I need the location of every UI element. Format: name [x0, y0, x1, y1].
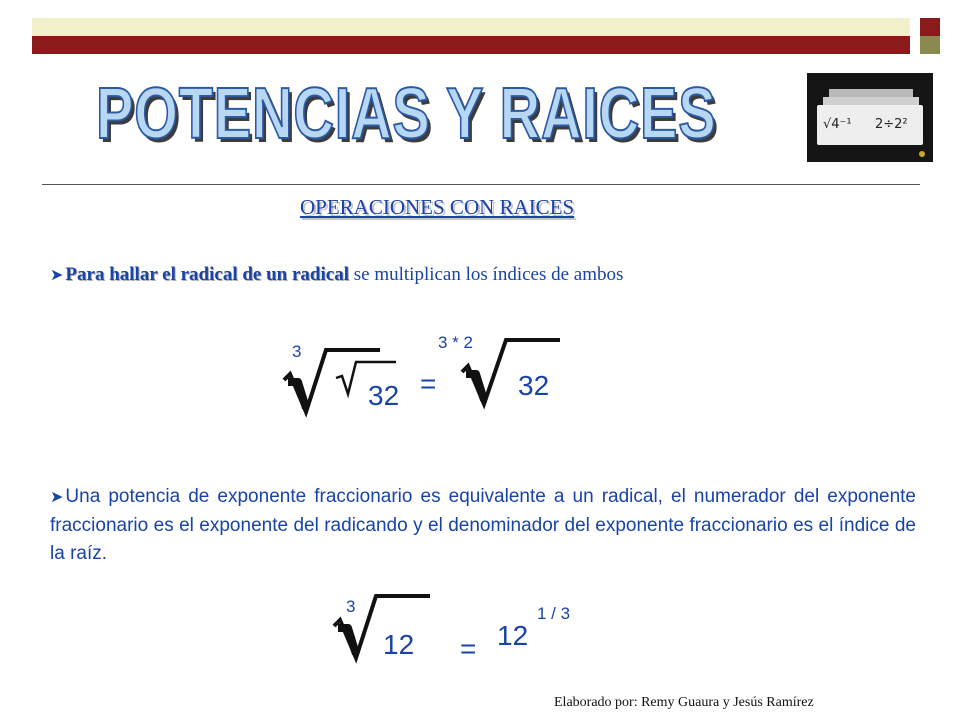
arrow-bullet-icon: ➤ — [50, 267, 64, 284]
thumbnail-expression-right: 2÷2² — [875, 117, 908, 132]
rule-one-rest: se multiplican los índices de ambos — [349, 264, 624, 285]
corner-block-red — [920, 18, 940, 36]
formula1-radicand-left: 32 — [368, 380, 400, 411]
formula1-equals: = — [420, 368, 437, 399]
formula2-index: 3 — [346, 597, 356, 616]
header-thumbnail-image — [807, 73, 933, 162]
author-credit: Elaborado por: Remy Guaura y Jesús Ramírez — [554, 695, 814, 710]
formula2-base: 12 — [497, 620, 529, 651]
formula2-exponent: 1 / 3 — [537, 604, 571, 623]
rule-one — [50, 264, 623, 286]
slide-title: POTENCIAS Y RAICES — [96, 74, 717, 154]
rule-two-text: Una potencia de exponente fraccionario es equivalente a un radical, el numerador del exponente fraccionario es el exponente del radicando y el denominador del exponente fraccionario es el índice de la raíz. — [50, 486, 916, 564]
formula2-equals: = — [460, 633, 477, 664]
corner-block-olive — [920, 36, 940, 54]
thumbnail-expression-left: √4⁻¹ — [823, 117, 852, 132]
header-bar-light — [32, 18, 910, 36]
formula1-radicand-right: 32 — [518, 370, 550, 401]
radical-sign-icon — [456, 336, 566, 412]
header-bar-dark — [32, 36, 910, 54]
formula1-outer-index: 3 — [292, 342, 302, 361]
formula1-right-index: 3 * 2 — [438, 333, 473, 352]
header-divider — [42, 184, 920, 185]
thumbnail-dot — [919, 151, 925, 157]
section-subtitle: OPERACIONES CON RAICES — [300, 195, 575, 219]
rule-one-bold: Para hallar el radical de un radical — [65, 264, 349, 285]
rule-two — [50, 483, 916, 568]
formula2-radicand: 12 — [383, 629, 415, 660]
arrow-bullet-icon: ➤ — [50, 489, 64, 506]
